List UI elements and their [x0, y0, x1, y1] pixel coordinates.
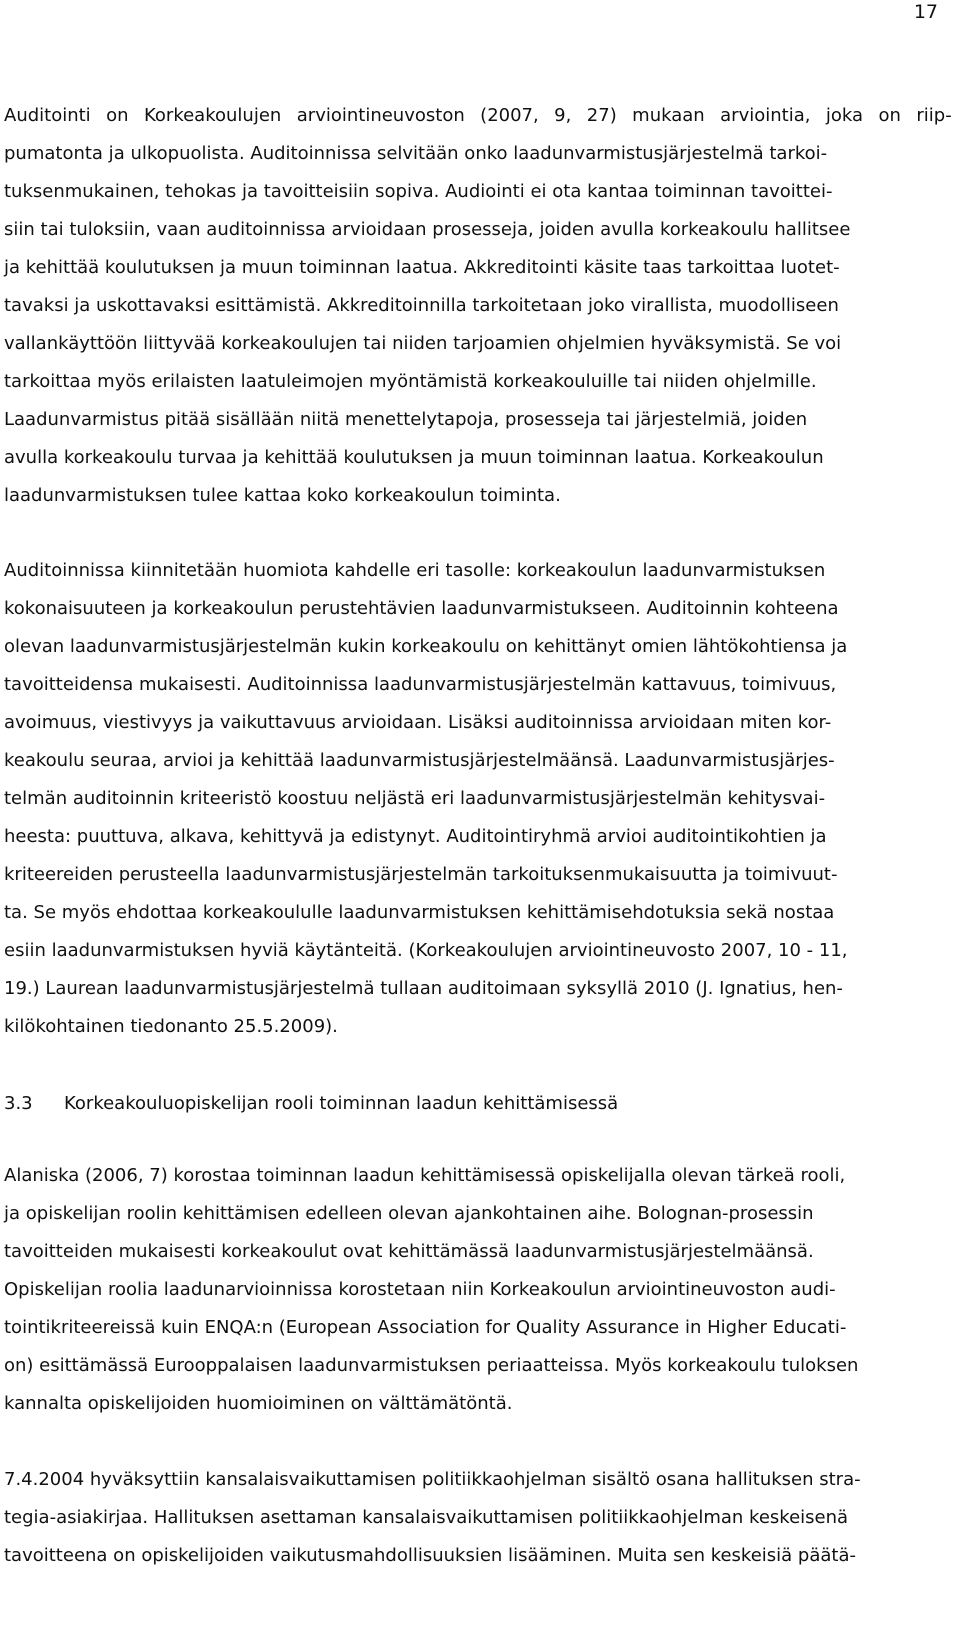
- text-line: tavoitteena on opiskelijoiden vaikutusmahdollisuuksien lisääminen. Muita sen keskeisiä päätä-: [4, 1545, 856, 1566]
- text-line: avulla korkeakoulu turvaa ja kehittää koulutuksen ja muun toiminnan laatua. Korkeakoulun: [4, 447, 824, 468]
- text-line: Alaniska (2006, 7) korostaa toiminnan laadun kehittämisessä opiskelijalla olevan tärkeä rooli,: [4, 1165, 846, 1186]
- text-line: telmän auditoinnin kriteeristö koostuu neljästä eri laadunvarmistusjärjestelmän kehitysvai-: [4, 788, 826, 809]
- paragraph-auditoinnissa: [4, 552, 952, 1046]
- text-line: 19.) Laurean laadunvarmistusjärjestelmä tullaan auditoimaan syksyllä 2010 (J. Ignatius, hen-: [4, 978, 843, 999]
- text-line: tavoitteiden mukaisesti korkeakoulut ovat kehittämässä laadunvarmistusjärjestelmäänsä.: [4, 1241, 814, 1262]
- text-line: ja opiskelijan roolin kehittämisen edelleen olevan ajankohtainen aihe. Bolognan-prosessin: [4, 1203, 814, 1224]
- text-line: ja kehittää koulutuksen ja muun toiminnan laatua. Akkreditointi käsite taas tarkoittaa luotet-: [4, 257, 840, 278]
- section-number: 3.3: [4, 1093, 33, 1114]
- section-title: Korkeakouluopiskelijan rooli toiminnan laadun kehittämisessä: [64, 1093, 619, 1114]
- text-line: avoimuus, viestivyys ja vaikuttavuus arvioidaan. Lisäksi auditoinnissa arvioidaan miten kor-: [4, 712, 832, 733]
- text-line: Laadunvarmistus pitää sisällään niitä menettelytapoja, prosesseja tai järjestelmiä, joiden: [4, 409, 808, 430]
- text-line: keakoulu seuraa, arvioi ja kehittää laadunvarmistusjärjestelmäänsä. Laadunvarmistusjärjes-: [4, 750, 835, 771]
- text-line: esiin laadunvarmistuksen hyviä käytänteitä. (Korkeakoulujen arviointineuvosto 2007, 10 - 11,: [4, 940, 848, 961]
- text-line: tegia-asiakirjaa. Hallituksen asettaman kansalaisvaikuttamisen politiikkaohjelman keskeisenä: [4, 1507, 849, 1528]
- text-line: Opiskelijan roolia laadunarvioinnissa korostetaan niin Korkeakoulun arviointineuvoston audi-: [4, 1279, 836, 1300]
- text-line: kriteereiden perusteella laadunvarmistusjärjestelmän tarkoituksenmukaisuutta ja toimivuut-: [4, 864, 838, 885]
- text-line: tavaksi ja uskottavaksi esittämistä. Akkreditoinnilla tarkoitetaan joko virallista, muodolliseen: [4, 295, 839, 316]
- text-line: tarkoittaa myös erilaisten laatuleimojen myöntämistä korkeakouluille tai niiden ohjelmille.: [4, 371, 817, 392]
- text-line: tavoitteidensa mukaisesti. Auditoinnissa laadunvarmistusjärjestelmän kattavuus, toimivuus,: [4, 674, 837, 695]
- text-line: tointikriteereissä kuin ENQA:n (European Association for Quality Assurance in Higher Educati-: [4, 1317, 847, 1338]
- text-line: pumatonta ja ulkopuolista. Auditoinnissa selvitään onko laadunvarmistusjärjestelmä tarkoi-: [4, 143, 828, 164]
- text-line: kilökohtainen tiedonanto 25.5.2009).: [4, 1016, 338, 1037]
- section-heading: [4, 1085, 618, 1123]
- text-line: tuksenmukainen, tehokas ja tavoitteisiin sopiva. Audiointi ei ota kantaa toiminnan tavoittei-: [4, 181, 833, 202]
- paragraph-alaniska: [4, 1157, 952, 1423]
- text-line: olevan laadunvarmistusjärjestelmän kukin korkeakoulu on kehittänyt omien lähtökohtiensa ja: [4, 636, 848, 657]
- paragraph-auditointi: [4, 97, 952, 515]
- text-line: ta. Se myös ehdottaa korkeakoululle laadunvarmistuksen kehittämisehdotuksia sekä nostaa: [4, 902, 835, 923]
- text-line: kannalta opiskelijoiden huomioiminen on välttämätöntä.: [4, 1393, 513, 1414]
- text-line: laadunvarmistuksen tulee kattaa koko korkeakoulun toiminta.: [4, 485, 561, 506]
- page-number: 17: [913, 1, 938, 23]
- text-line: heesta: puuttuva, alkava, kehittyvä ja edistynyt. Auditointiryhmä arvioi auditointikohtien ja: [4, 826, 827, 847]
- text-line: kokonaisuuteen ja korkeakoulun perustehtävien laadunvarmistukseen. Auditoinnin kohteena: [4, 598, 839, 619]
- paragraph-kansalaisvaikuttaminen: [4, 1461, 952, 1575]
- text-line: vallankäyttöön liittyvää korkeakoulujen tai niiden tarjoamien ohjelmien hyväksymistä. Se voi: [4, 333, 842, 354]
- text-line: 7.4.2004 hyväksyttiin kansalaisvaikuttamisen politiikkaohjelman sisältö osana hallituksen stra-: [4, 1469, 861, 1490]
- text-line: Auditointi on Korkeakoulujen arviointineuvoston (2007, 9, 27) mukaan arviointia, joka on riip-: [4, 105, 952, 126]
- text-line: siin tai tuloksiin, vaan auditoinnissa arvioidaan prosesseja, joiden avulla korkeakoulu hallitsee: [4, 219, 851, 240]
- text-line: Auditoinnissa kiinnitetään huomiota kahdelle eri tasolle: korkeakoulun laadunvarmistuksen: [4, 560, 826, 581]
- text-line: on) esittämässä Eurooppalaisen laadunvarmistuksen periaatteissa. Myös korkeakoulu tuloksen: [4, 1355, 859, 1376]
